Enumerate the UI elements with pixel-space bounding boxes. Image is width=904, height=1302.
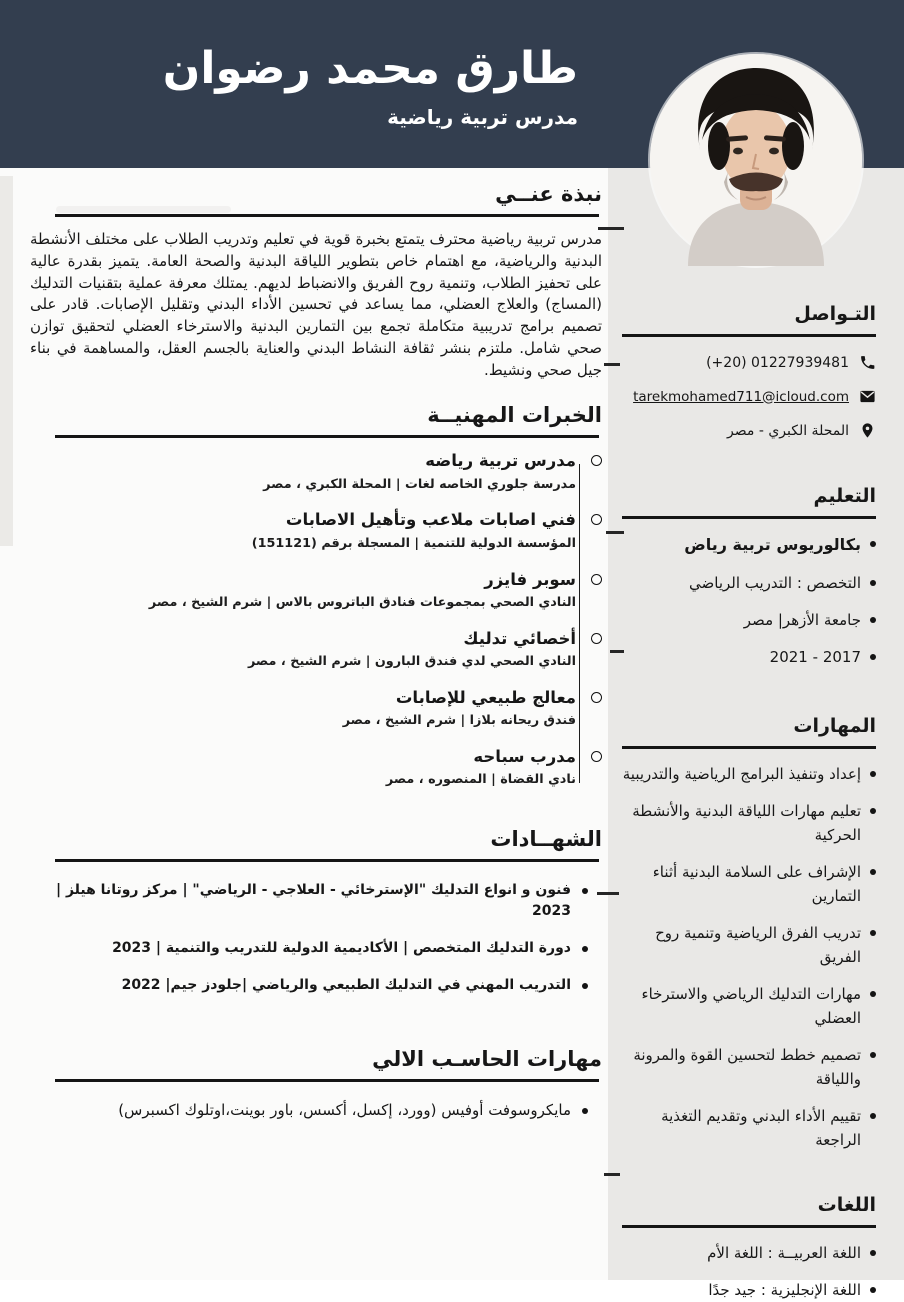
- experience-item: [30, 687, 576, 730]
- profile-photo-illustration: [650, 54, 862, 266]
- scan-artifact: [610, 650, 624, 653]
- skill-item: تدريب الفرق الرياضية وتنمية روح الفريق: [622, 921, 876, 969]
- experience-item: [30, 746, 576, 789]
- bullet-icon: [870, 1052, 876, 1058]
- job-detail: المؤسسة الدولية للتنمية | المسجلة برقم (151121): [251, 535, 576, 551]
- bullet-icon: [870, 580, 876, 586]
- location-text: المحلة الكبري - مصر: [727, 422, 849, 439]
- scan-artifact: [598, 227, 624, 230]
- job-title: أخصائي تدليك: [463, 628, 576, 648]
- contact-phone-row: [622, 354, 876, 371]
- contact-divider: [622, 334, 876, 337]
- experience-divider: [55, 435, 599, 438]
- certificate-item: دورة التدليك المتخصص | الأكاديمية الدولية للتدريب والتنمية | 2023: [30, 938, 588, 958]
- job-detail: النادي الصحي لدي فندق البارون | شرم الشيخ ، مصر: [247, 654, 576, 670]
- computer-skills-section: [30, 1047, 602, 1122]
- bullet-icon: [870, 1287, 876, 1293]
- languages-section: [622, 1194, 876, 1302]
- skills-section: [622, 715, 876, 1152]
- education-section: [622, 485, 876, 669]
- skills-divider: [622, 746, 876, 749]
- about-divider: [55, 214, 599, 217]
- scan-artifact: [597, 892, 619, 895]
- certificates-divider: [55, 859, 599, 862]
- job-detail: مدرسة جلوري الخاصه لغات | المحلة الكبري ، مصر: [263, 476, 576, 492]
- job-title: مدرب سباحه: [473, 747, 576, 767]
- scan-artifact: [604, 363, 620, 366]
- job-title: فني اصابات ملاعب وتأهيل الاصابات: [285, 510, 576, 530]
- language-item: اللغة الإنجليزية : جيد جدًا: [622, 1278, 876, 1302]
- email-icon: [859, 388, 876, 405]
- job-detail: نادي القضاة | المنصوره ، مصر: [385, 772, 576, 788]
- certificate-item: التدريب المهني في التدليك الطبيعي والرياضي |جلودز جيم| 2022: [30, 975, 588, 995]
- bullet-icon: [582, 888, 588, 894]
- computer-skills-heading: مهارات الحاسـب الالي: [372, 1047, 602, 1072]
- education-divider: [622, 516, 876, 519]
- skill-item: تعليم مهارات اللياقة البدنية والأنشطة الحركية: [622, 799, 876, 847]
- timeline-dot-icon: [591, 751, 602, 762]
- person-job-title: مدرس تربية رياضية: [387, 104, 578, 129]
- bullet-icon: [870, 617, 876, 623]
- about-heading: نبذة عنــي: [495, 182, 602, 206]
- scan-artifact: [606, 531, 624, 534]
- certificate-item: فنون و انواع التدليك "الإسترخائي - العلاجي - الرياضي" | مركز روتانا هيلز | 2023: [30, 880, 588, 921]
- bullet-icon: [582, 983, 588, 989]
- job-title: مدرس تربية رياضه: [425, 451, 576, 471]
- bullet-icon: [870, 771, 876, 777]
- education-major: التخصص : التدريب الرياضي: [689, 573, 861, 592]
- education-item: [622, 608, 876, 632]
- bullet-icon: [870, 1113, 876, 1119]
- sidebar: [608, 168, 904, 1299]
- certificates-heading: الشهــادات: [490, 827, 602, 852]
- contact-heading: التـواصل: [794, 303, 876, 325]
- certificates-list: [30, 880, 602, 995]
- bullet-icon: [582, 946, 588, 952]
- timeline-dot-icon: [591, 633, 602, 644]
- computer-skill-item: مايكروسوفت أوفيس (وورد، إكسل، أكسس، باور بوينت،اوتلوك اكسبرس): [30, 1100, 588, 1122]
- contact-section: [622, 303, 876, 439]
- phone-number: (+20) 01227939481: [706, 354, 849, 371]
- experience-item: [30, 509, 576, 552]
- profile-photo: [650, 54, 862, 266]
- skill-item: الإشراف على السلامة البدنية أثناء التمارين: [622, 860, 876, 908]
- job-title: معالج طبيعي للإصابات: [395, 687, 576, 707]
- bullet-icon: [870, 1250, 876, 1256]
- job-title: سوبر فايزر: [484, 569, 576, 589]
- timeline-dot-icon: [591, 574, 602, 585]
- languages-divider: [622, 1225, 876, 1228]
- languages-heading: اللغات: [817, 1193, 876, 1216]
- main-column: [30, 182, 602, 1122]
- language-item: اللغة العربيــة : اللغة الأم: [622, 1241, 876, 1265]
- bullet-icon: [870, 930, 876, 936]
- experience-item: [30, 569, 576, 612]
- experience-timeline: [30, 450, 602, 789]
- bullet-icon: [870, 991, 876, 997]
- bullet-icon: [870, 541, 876, 547]
- education-years: 2017 - 2021: [769, 647, 861, 666]
- bullet-icon: [870, 654, 876, 660]
- certificates-section: [30, 827, 602, 995]
- timeline-dot-icon: [591, 514, 602, 525]
- phone-icon: [859, 354, 876, 371]
- skill-item: تقييم الأداء البدني وتقديم التغذية الراجعة: [622, 1104, 876, 1152]
- education-university: جامعة الأزهر| مصر: [743, 610, 861, 629]
- computer-skills-list: [30, 1100, 602, 1122]
- email-link[interactable]: tarekmohamed711@icloud.com: [633, 388, 849, 405]
- job-detail: النادي الصحي بمجموعات فنادق الباتروس بالاس | شرم الشيخ ، مصر: [148, 594, 576, 610]
- header-text: [163, 44, 578, 129]
- experience-section: [30, 403, 602, 789]
- computer-skills-divider: [55, 1079, 599, 1082]
- timeline-dot-icon: [591, 692, 602, 703]
- scan-artifact: [604, 1173, 620, 1176]
- timeline-dot-icon: [591, 455, 602, 466]
- education-heading: التعليم: [813, 485, 876, 507]
- skill-item: مهارات التدليك الرياضي والاسترخاء العضلي: [622, 982, 876, 1030]
- bullet-icon: [870, 808, 876, 814]
- skills-heading: المهارات: [793, 714, 876, 737]
- job-detail: فندق ريحانه بلازا | شرم الشيخ ، مصر: [342, 713, 576, 729]
- experience-item: [30, 628, 576, 671]
- about-text: مدرس تربية رياضية محترف يتمتع بخبرة قوية في تعليم وتدريب الطلاب على مختلف الأنشطة البدنية والرياضية، مع اهتمام خاص بتطوير اللياقة البدنية والصحة العامة. يتميز بقدرة عالية على تحفيز الطلاب، وتنمية روح الفريق والانضباط لديهم. يمتلك معرفة عملية بتقنيات التدليك (المساج) والعلاج العضلي، مما يساعد في تحسين الأداء البدني وتقليل الإصابات. قادر على تصميم برامج تدريبية متكاملة تجمع بين التمارين البدنية والاسترخاء العضلي لتحقيق توازن صحي شامل. ملتزم بنشر ثقافة النشاط البدني والعناية بالجسم العقل، والمساهمة في بناء جيل صحي ونشيط.: [30, 230, 602, 379]
- contact-email-row: [622, 388, 876, 405]
- experience-heading: الخبرات المهنيــة: [427, 403, 602, 428]
- education-item: [622, 571, 876, 595]
- location-icon: [859, 422, 876, 439]
- skill-item: إعداد وتنفيذ البرامج الرياضية والتدريبية: [622, 762, 876, 786]
- person-name: طارق محمد رضوان: [162, 43, 578, 94]
- about-section: [30, 182, 602, 381]
- bullet-icon: [870, 869, 876, 875]
- education-degree: بكالوريوس تربية رياض: [684, 535, 861, 554]
- bullet-icon: [582, 1108, 588, 1114]
- education-item: [622, 532, 876, 558]
- contact-location-row: [622, 422, 876, 439]
- skill-item: تصميم خطط لتحسين القوة والمرونة واللياقة: [622, 1043, 876, 1091]
- education-item: [622, 645, 876, 669]
- scan-smudge: [0, 176, 13, 546]
- experience-item: [30, 450, 576, 493]
